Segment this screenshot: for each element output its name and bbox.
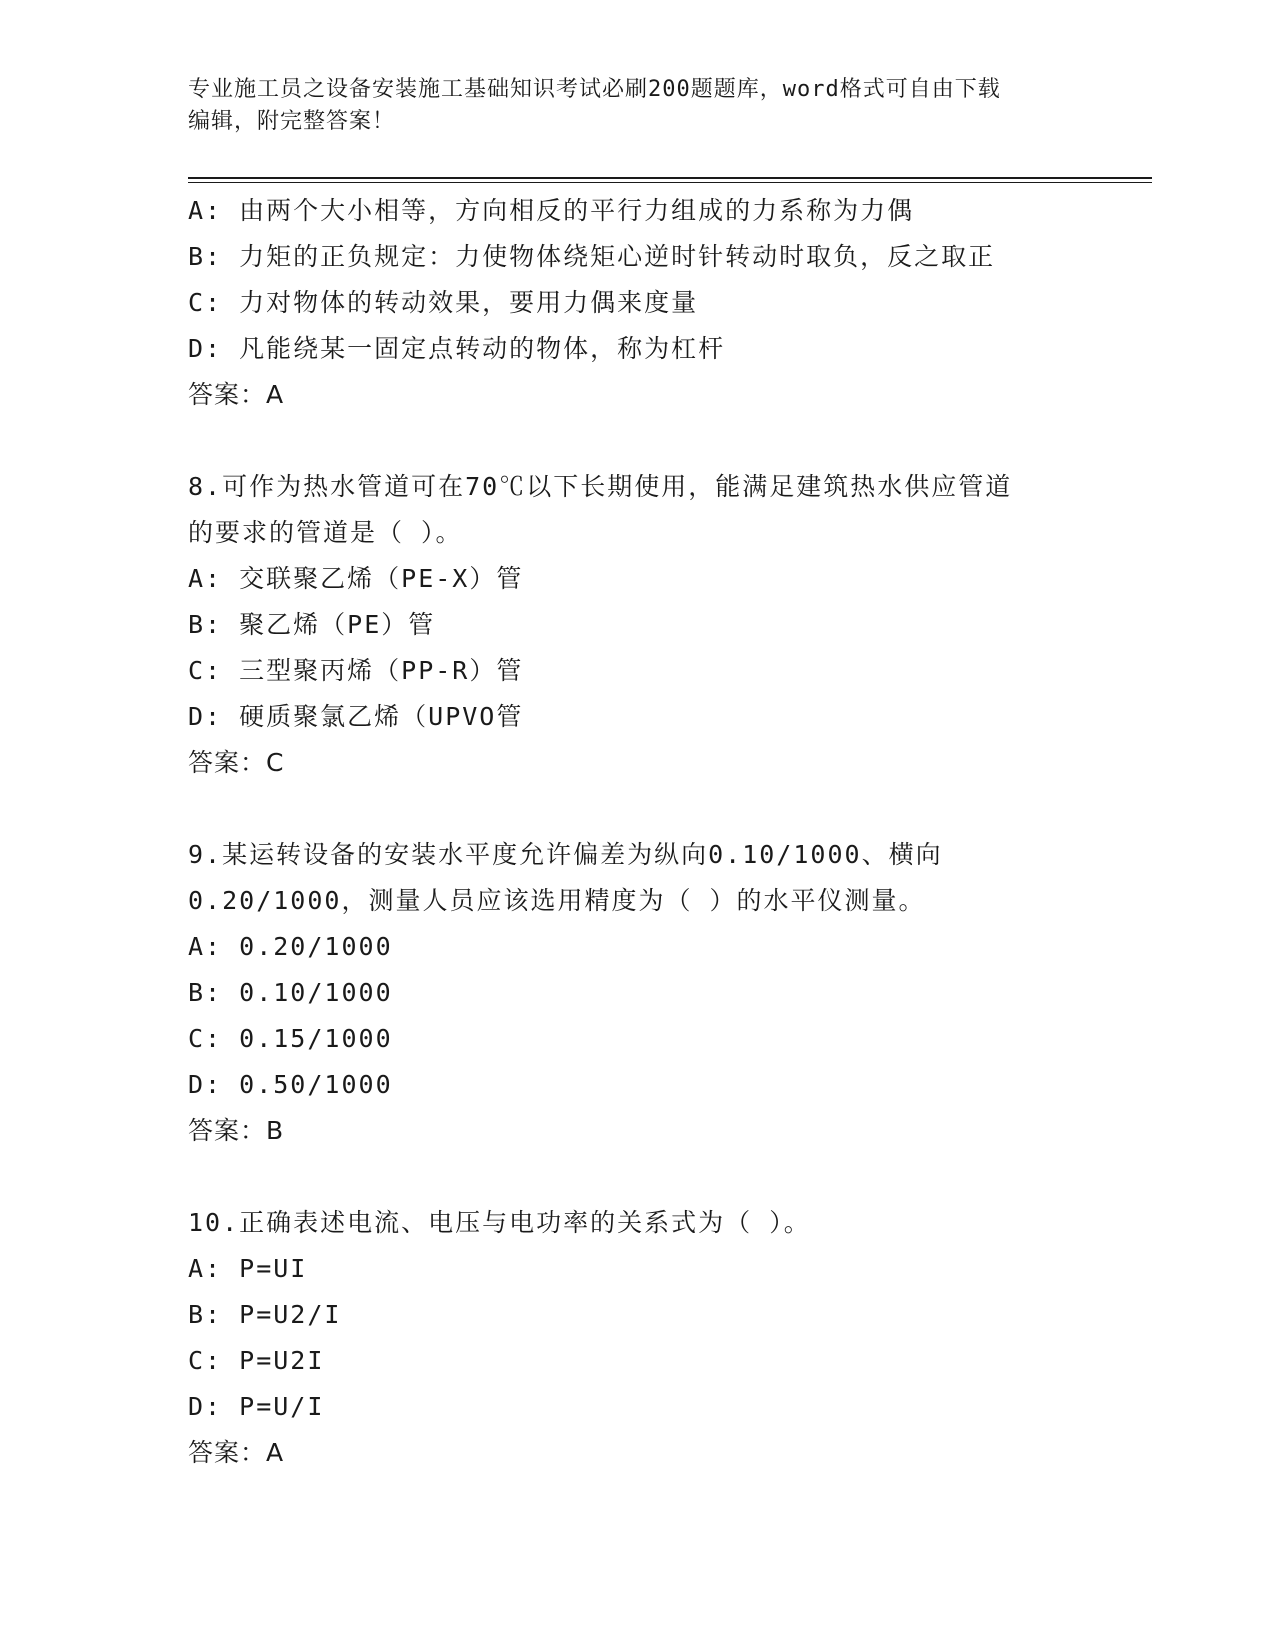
option-c: C: 三型聚丙烯（PP-R）管 [188,656,524,685]
option-c: C: 力对物体的转动效果，要用力偶来度量 [188,288,699,317]
question-text-line: 10.正确表述电流、电压与电功率的关系式为（ ）。 [188,1208,811,1237]
option-b: B: 聚乙烯（PE）管 [188,610,436,639]
option-d: D: P=U/I [188,1392,325,1421]
option-c: C: 0.15/1000 [188,1024,393,1053]
option-a: A: 由两个大小相等，方向相反的平行力组成的力系称为力偶 [188,196,915,225]
option-d: D: 硬质聚氯乙烯（UPVO管 [188,702,524,731]
answer-line: 答案：A [188,1438,285,1467]
option-a: A: 交联聚乙烯（PE-X）管 [188,564,524,593]
header-divider-thin [188,182,1152,183]
option-d: D: 0.50/1000 [188,1070,393,1099]
question-text-line: 0.20/1000，测量人员应该选用精度为（ ）的水平仪测量。 [188,886,926,915]
partial-question [188,188,1088,418]
option-b: B: P=U2/I [188,1300,342,1329]
document-header [188,74,1088,138]
header-title-line-2: 编辑，附完整答案！ [188,109,396,134]
question-text-line: 9.某运转设备的安装水平度允许偏差为纵向0.10/1000、横向 [188,840,943,869]
question-list [188,188,1088,1476]
option-d: D: 凡能绕某一固定点转动的物体，称为杠杆 [188,334,726,363]
option-a: A: 0.20/1000 [188,932,393,961]
answer-line: 答案：C [188,748,285,777]
question-9 [188,832,1088,1154]
question-text-line: 8.可作为热水管道可在70℃以下长期使用，能满足建筑热水供应管道 [188,472,1013,501]
option-a: A: P=UI [188,1254,308,1283]
question-8 [188,464,1088,786]
header-divider-thick [188,177,1152,179]
header-title-line-1: 专业施工员之设备安装施工基础知识考试必刷200题题库，word格式可自由下载 [188,77,1001,102]
question-10 [188,1200,1088,1476]
option-b: B: 力矩的正负规定：力使物体绕矩心逆时针转动时取负，反之取正 [188,242,996,271]
question-text-line: 的要求的管道是（ ）。 [188,518,463,547]
answer-line: 答案：B [188,1116,285,1145]
answer-line: 答案：A [188,380,285,409]
option-c: C: P=U2I [188,1346,325,1375]
option-b: B: 0.10/1000 [188,978,393,1007]
